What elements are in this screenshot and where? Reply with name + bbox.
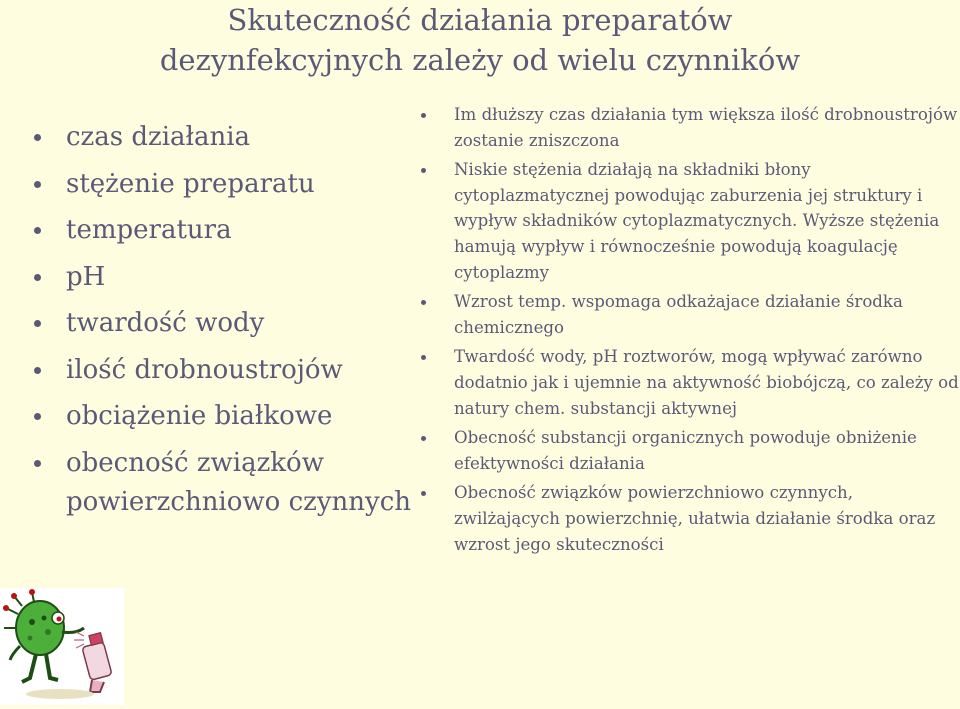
title-line-2: dezynfekcyjnych zależy od wielu czynników xyxy=(159,43,801,77)
factor-item: temperatura xyxy=(32,211,412,250)
factors-list xyxy=(32,118,412,529)
bullet-icon xyxy=(421,436,426,441)
bullet-icon xyxy=(421,300,426,305)
factor-item: twardość wody xyxy=(32,304,412,343)
germ-spray-illustration xyxy=(0,588,124,705)
bullet-icon xyxy=(34,134,41,141)
bullet-icon xyxy=(34,227,41,234)
bullet-icon xyxy=(34,181,41,188)
bullet-icon xyxy=(421,168,426,173)
germ-icon xyxy=(0,588,124,705)
bullet-icon xyxy=(34,460,41,467)
bullet-icon xyxy=(34,413,41,420)
detail-item: Obecność związków powierzchniowo czynnych, zwilżających powierzchnię, ułatwia działanie środka oraz wzrost jego skuteczności xyxy=(415,480,960,557)
bullet-icon xyxy=(34,367,41,374)
bullet-icon xyxy=(421,491,426,496)
detail-item: Im dłuższy czas działania tym większa ilość drobnoustrojów zostanie zniszczona xyxy=(415,102,960,153)
slide-title xyxy=(0,0,960,80)
factor-item: obciążenie białkowe xyxy=(32,397,412,436)
bullet-icon xyxy=(34,320,41,327)
spray-bottle-icon xyxy=(74,632,112,692)
factor-item: ilość drobnoustrojów xyxy=(32,351,412,390)
bullet-icon xyxy=(34,274,41,281)
detail-item: Obecność substancji organicznych powoduje obniżenie efektywności działania xyxy=(415,425,960,476)
detail-item: Wzrost temp. wspomaga odkażajace działanie środka chemicznego xyxy=(415,289,960,340)
bullet-icon xyxy=(421,355,426,360)
factor-item: czas działania xyxy=(32,118,412,157)
detail-item: Twardość wody, pH roztworów, mogą wpływać zarówno dodatnio jak i ujemnie na aktywność biobójczą, co zależy od natury chem. substancji aktywnej xyxy=(415,344,960,421)
factor-item: pH xyxy=(32,258,412,297)
factor-item: obecność związków powierzchniowo czynnych xyxy=(32,444,412,522)
details-list xyxy=(415,102,960,561)
detail-item: Niskie stężenia działają na składniki błony cytoplazmatycznej powodując zaburzenia jej struktury i wypływ składników cytoplazmatycznych. Wyższe stężenia hamują wypływ i równocześnie powodują koagulację cytoplazmy xyxy=(415,157,960,285)
factor-item: stężenie preparatu xyxy=(32,165,412,204)
title-line-1: Skuteczność działania preparatów xyxy=(227,3,733,37)
bullet-icon xyxy=(421,113,426,118)
